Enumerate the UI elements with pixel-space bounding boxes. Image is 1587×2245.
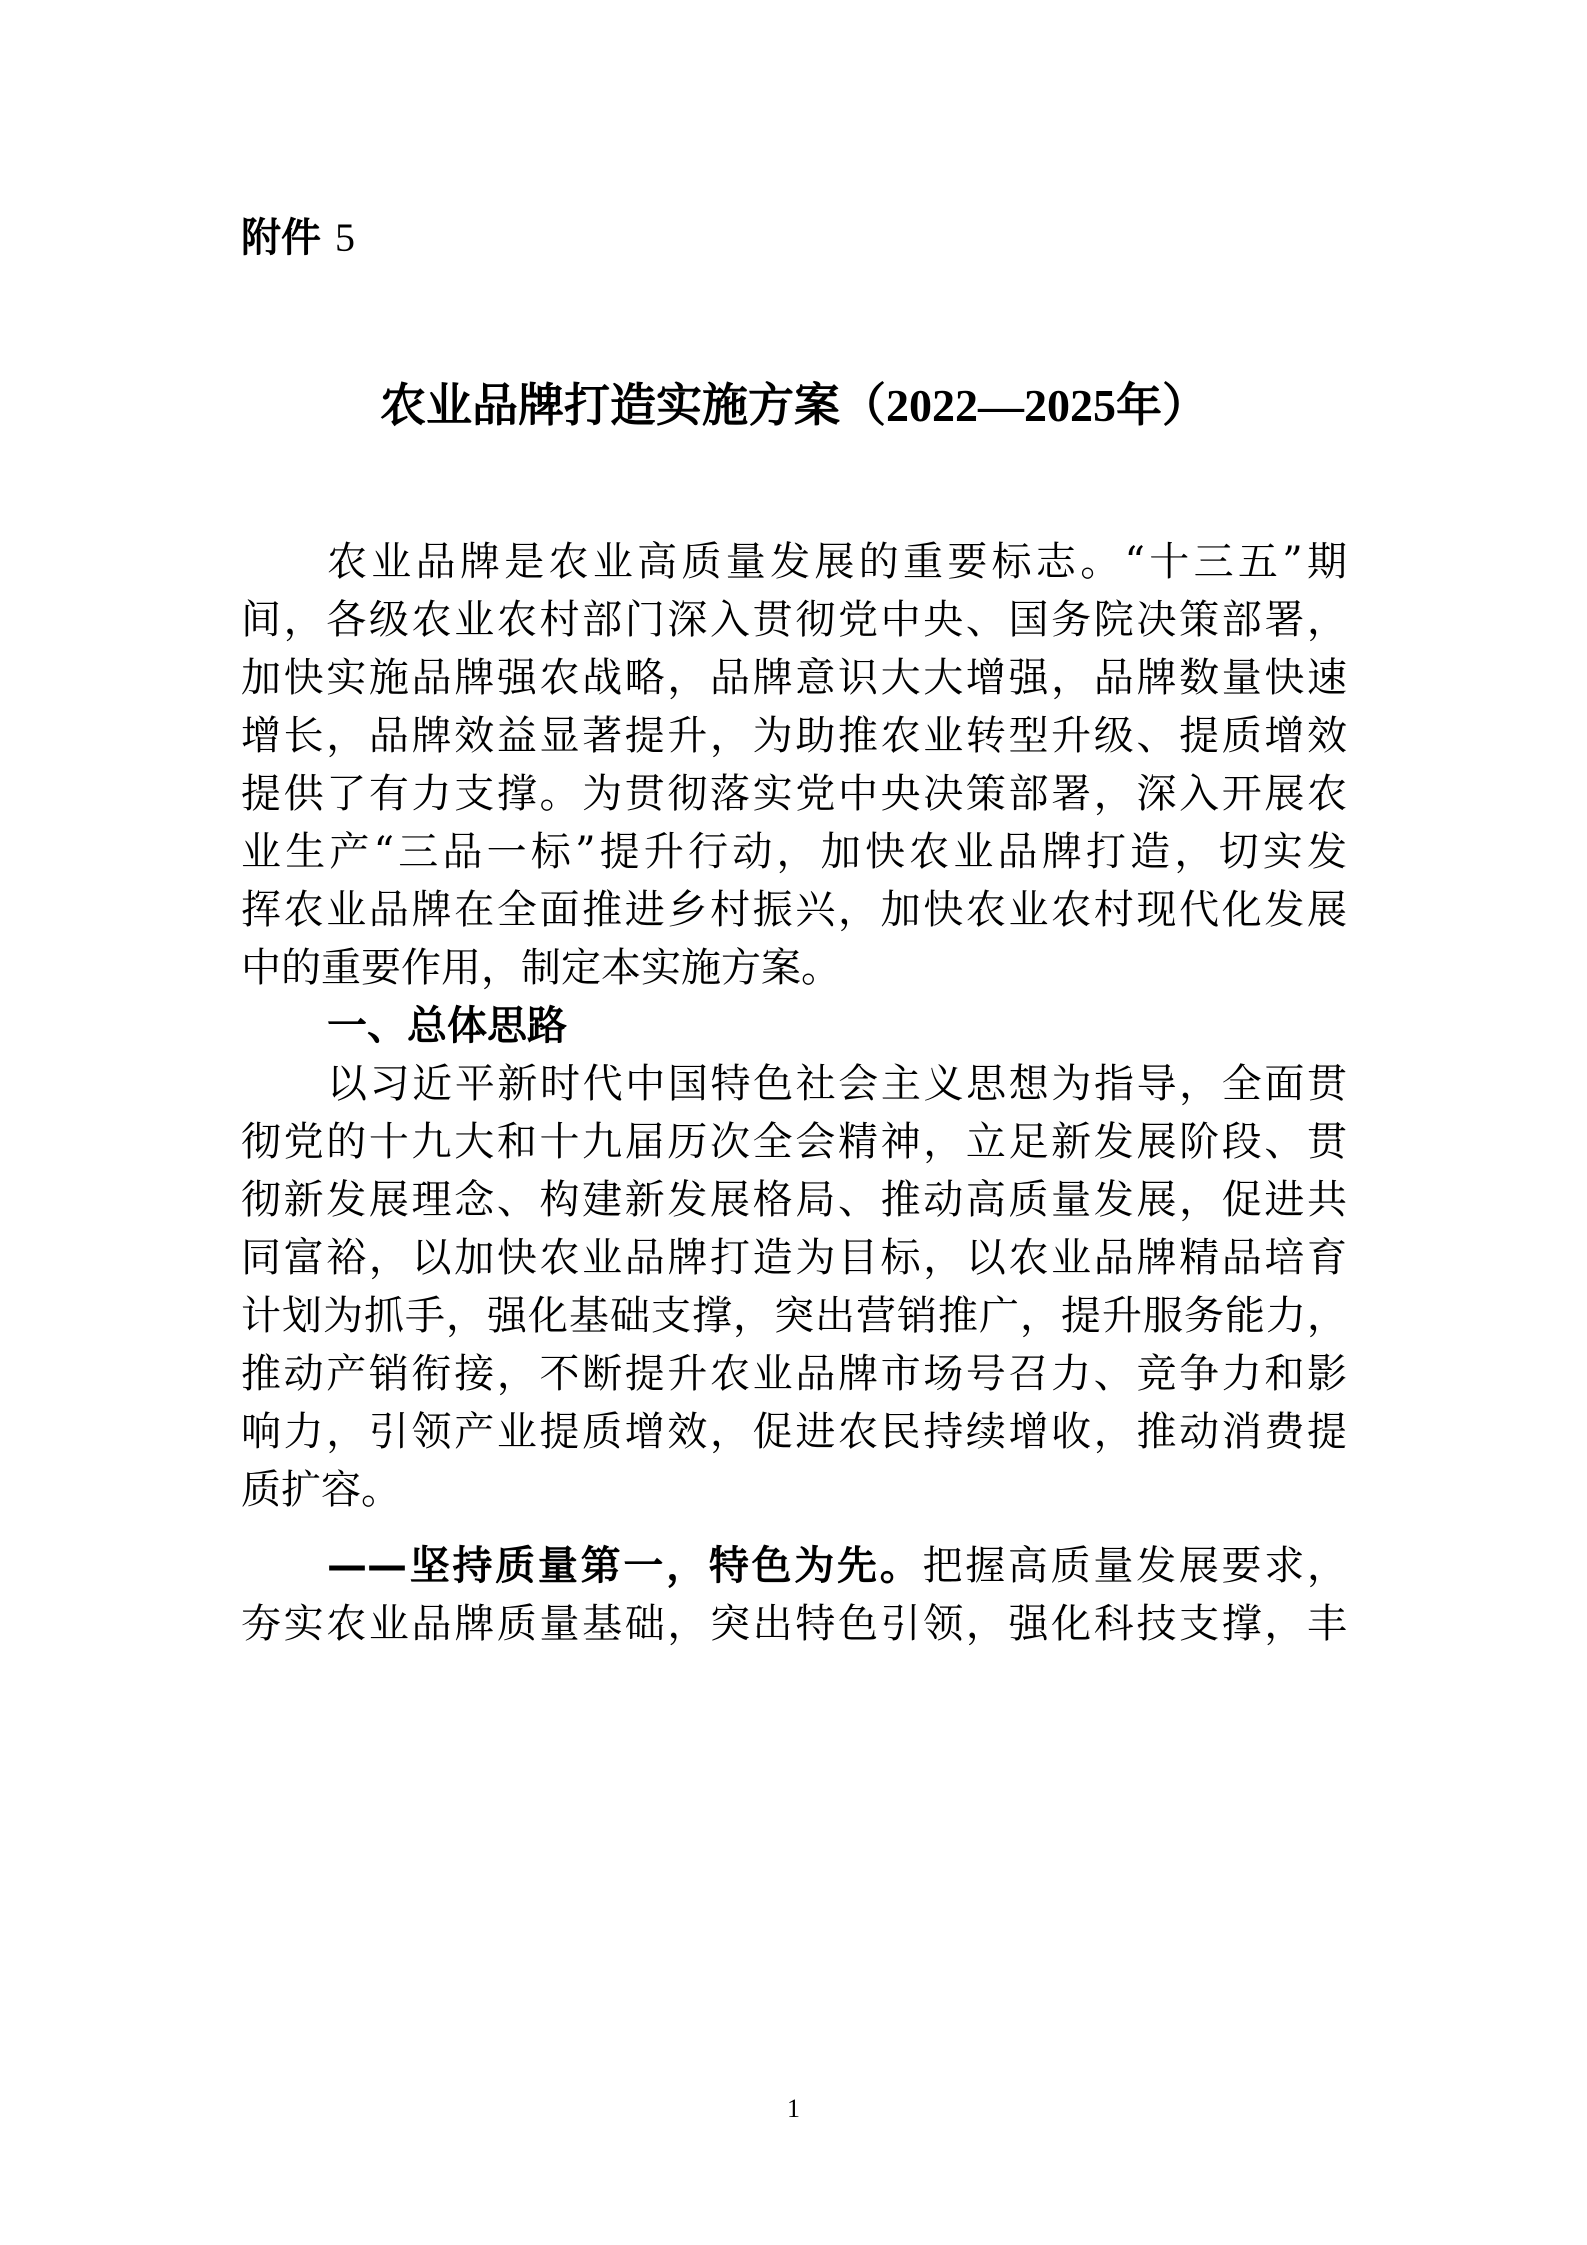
title-years: 2022—2025 bbox=[886, 380, 1116, 431]
title-main: 农业品牌打造实施方案（ bbox=[380, 378, 886, 432]
paragraph-line: 加快实施品牌强农战略，品牌意识大大增强，品牌数量快速 bbox=[241, 655, 1347, 701]
paragraph-line: 彻新发展理念、构建新发展格局、推动高质量发展，促进共 bbox=[241, 1177, 1347, 1223]
paragraph-line: 同富裕，以加快农业品牌打造为目标，以农业品牌精品培育 bbox=[241, 1235, 1347, 1281]
paragraph-line: 挥农业品牌在全面推进乡村振兴，加快农业农村现代化发展 bbox=[241, 887, 1347, 933]
paragraph-line: 增长，品牌效益显著提升，为助推农业转型升级、提质增效 bbox=[241, 713, 1347, 759]
paragraph-line: 农业品牌是农业高质量发展的重要标志。“十三五”期 bbox=[327, 539, 1347, 585]
section-heading: 一、总体思路 bbox=[327, 1003, 567, 1049]
paragraph-line: 彻党的十九大和十九届历次全会精神，立足新发展阶段、贯 bbox=[241, 1119, 1347, 1165]
paragraph-line: 中的重要作用，制定本实施方案。 bbox=[241, 945, 841, 991]
paragraph-line: 质扩容。 bbox=[241, 1467, 401, 1513]
paragraph-line: 以习近平新时代中国特色社会主义思想为指导，全面贯 bbox=[327, 1061, 1347, 1107]
principle-line bbox=[327, 1540, 1347, 1592]
title-suffix: 年） bbox=[1116, 378, 1208, 432]
paragraph-line: 提供了有力支撑。为贯彻落实党中央决策部署，深入开展农 bbox=[241, 771, 1347, 817]
attachment-number: 5 bbox=[334, 215, 355, 260]
principle-text: 把握高质量发展要求， bbox=[922, 1543, 1348, 1589]
paragraph-line: 夯实农业品牌质量基础，突出特色引领，强化科技支撑，丰 bbox=[241, 1601, 1347, 1647]
paragraph-line: 业生产“三品一标”提升行动，加快农业品牌打造，切实发 bbox=[241, 829, 1347, 875]
paragraph-line: 推动产销衔接，不断提升农业品牌市场号召力、竞争力和影 bbox=[241, 1351, 1347, 1397]
paragraph-line: 间，各级农业农村部门深入贯彻党中央、国务院决策部署， bbox=[241, 597, 1347, 643]
attachment-text: 附件 bbox=[241, 215, 321, 261]
document-title bbox=[241, 372, 1347, 439]
principle-bold-lead: ——坚持质量第一，特色为先。 bbox=[327, 1543, 923, 1589]
page-number: 1 bbox=[787, 2094, 800, 2123]
attachment-label bbox=[241, 212, 355, 264]
paragraph-line: 计划为抓手，强化基础支撑，突出营销推广，提升服务能力， bbox=[241, 1293, 1347, 1339]
paragraph-line: 响力，引领产业提质增效，促进农民持续增收，推动消费提 bbox=[241, 1409, 1347, 1455]
